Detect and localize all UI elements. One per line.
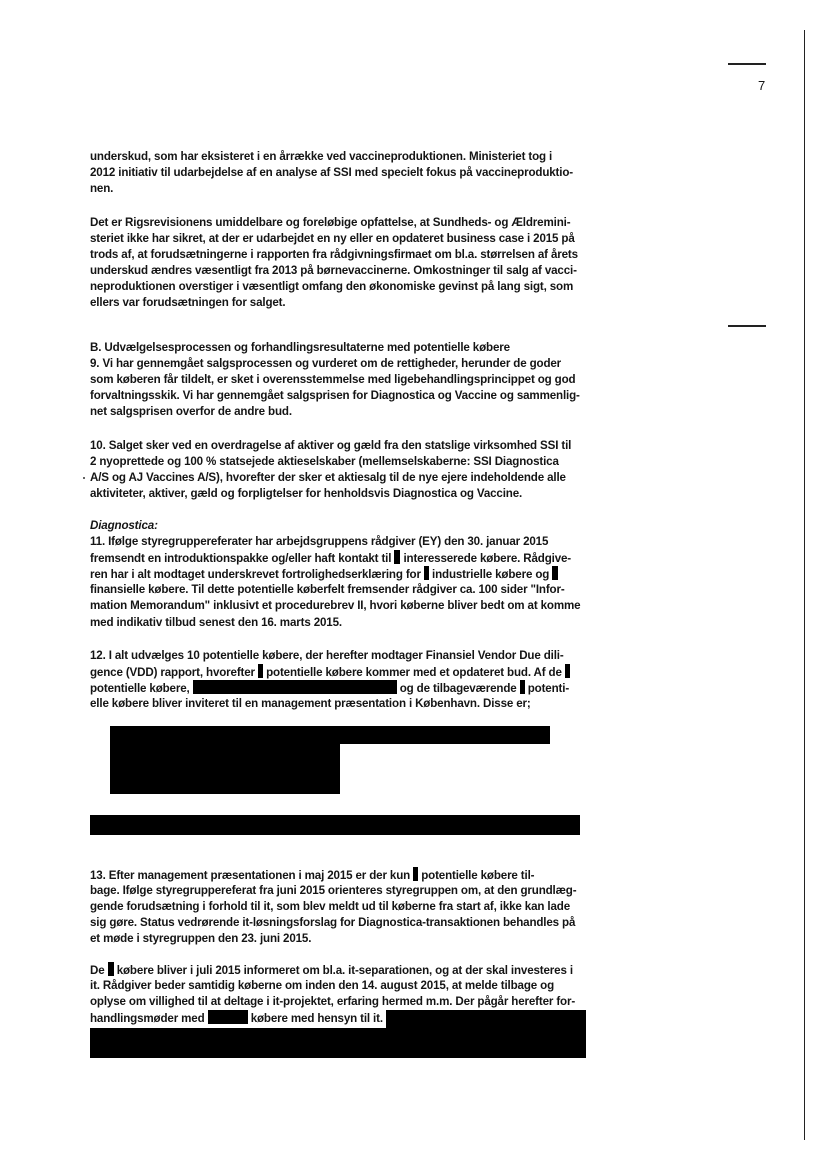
redaction-bar [258, 664, 263, 678]
text-line: ellers var forudsætningen for salget. [90, 296, 286, 310]
text-line: net salgsprisen overfor de andre bud. [90, 405, 292, 419]
text-line: bage. Ifølge styregruppereferat fra juni 2015 orienteres styregruppen om, at den grundlæg- [90, 884, 577, 898]
text-line: finansielle købere. Til dette potentielle køberfelt fremsender rådgiver ca. 100 sider "Infor- [90, 583, 565, 597]
text-line [90, 680, 590, 696]
text-fragment: fremsendt en introduktionspakke og/eller haft kontakt til [90, 552, 392, 566]
redaction-block [90, 815, 580, 835]
diagnostica-section [90, 518, 590, 631]
text-line: underskud ændres væsentligt fra 2013 på børnevaccinerne. Omkostninger til salg af vacci- [90, 264, 577, 278]
diagnostica-heading: Diagnostica: [90, 519, 158, 532]
text-line: trods af, at forudsætningerne i rapporten fra rådgivningsfirmaet om bl.a. størrelsen af årets [90, 248, 578, 262]
text-line: 10. Salget sker ved en overdragelse af aktiver og gæld fra den statslige virksomhed SSI til [90, 439, 572, 452]
text-line: elle købere bliver inviteret til en management præsentation i København. Disse er; [90, 697, 531, 711]
redaction-bar [565, 664, 570, 678]
text-fragment: potentielle købere kommer med et opdateret bud. Af de [266, 666, 562, 680]
text-line: A/S og AJ Vaccines A/S), hvorefter der sker et aktiesalg til de nye ejere indeholdende alle [90, 471, 566, 485]
section-b [90, 340, 590, 420]
text-fragment: og de tilbageværende [399, 682, 517, 696]
text-fragment: potentielle købere, [90, 682, 190, 696]
text-fragment: 13. Efter management præsentationen i maj 2015 er der kun [90, 869, 411, 882]
text-fragment: ren har i alt modtaget underskrevet fortrolighedserklæring for [90, 568, 421, 582]
text-line [90, 962, 590, 978]
paragraph-12 [90, 648, 590, 712]
margin-rule-top [728, 63, 766, 65]
text-fragment: købere med hensyn til it. [250, 1012, 383, 1026]
text-line: 11. Ifølge styregruppereferater har arbejdsgruppens rådgiver (EY) den 30. januar 2015 [90, 535, 549, 549]
text-line: aktiviteter, aktiver, gæld og forpligtelser for henholdsvis Diagnostica og Vaccine. [90, 487, 523, 501]
text-line: Det er Rigsrevisionens umiddelbare og foreløbige opfattelse, at Sundheds- og Ældremini- [90, 216, 571, 229]
text-fragment: købere bliver i juli 2015 informeret om bl.a. it-separationen, og at der skal investeres i [116, 964, 573, 977]
paragraph-10 [90, 438, 590, 502]
text-line: neproduktionen overstiger i væsentligt omfang den økonomiske gevinst på lang sigt, som [90, 280, 574, 294]
text-fragment: gence (VDD) rapport, hvorefter [90, 666, 255, 680]
text-line: mation Memorandum" inklusivt et procedurebrev II, hvori køberne bliver bedt om at komme [90, 599, 581, 613]
text-line [90, 550, 590, 566]
redaction-bar [552, 566, 558, 580]
page-number: 7 [758, 78, 766, 93]
redaction-bar [208, 1010, 248, 1024]
redaction-bar [108, 962, 114, 976]
redaction-block [110, 726, 550, 744]
margin-rule-vertical [804, 30, 805, 1140]
text-line: gende forudsætning i forhold til it, som blev meldt ud til køberne fra start af, ikke kan lade [90, 900, 570, 914]
redaction-bar [424, 566, 429, 580]
text-fragment: De [90, 964, 105, 977]
text-line: med indikativ tilbud senest den 16. marts 2015. [90, 615, 342, 629]
text-line: forvaltningsskik. Vi har gennemgået salgsprisen for Diagnostica og Vaccine og sammenlig- [90, 389, 580, 403]
redaction-bar [193, 680, 397, 694]
text-line: 12. I alt udvælges 10 potentielle købere, der herefter modtager Finansiel Vendor Due dili- [90, 649, 564, 662]
text-line: sig gøre. Status vedrørende it-løsningsforslag for Diagnostica-transaktionen behandles på [90, 916, 576, 930]
text-line [90, 664, 590, 680]
text-line [90, 867, 590, 883]
text-line: oplyse om villighed til at deltage i it-projektet, erfaring hermed m.m. Der pågår herefter for- [90, 995, 576, 1009]
redaction-bar [413, 867, 418, 881]
text-line: 2012 initiativ til udarbejdelse af en analyse af SSI med specielt fokus på vaccineproduktio- [90, 166, 573, 180]
text-line: nen. [90, 182, 114, 196]
redaction-bar [394, 550, 400, 564]
text-line: 9. Vi har gennemgået salgsprocessen og vurderet om de rettigheder, herunder de goder [90, 357, 562, 371]
scan-speck [83, 477, 85, 479]
text-line: steriet ikke har sikret, at der er udarbejdet en ny eller en opdateret business case i 2015 på [90, 232, 575, 246]
margin-rule-mid [728, 325, 766, 327]
text-line: 2 nyoprettede og 100 % statsejede aktieselskaber (mellemselskaberne: SSI Diagnostica [90, 455, 559, 469]
text-fragment: handlingsmøder med [90, 1012, 205, 1026]
paragraph-rigsrevisionen [90, 215, 590, 312]
redaction-block [110, 744, 340, 794]
section-b-heading: B. Udvælgelsesprocessen og forhandlingsresultaterne med potentielle købere [90, 341, 510, 354]
text-fragment: potenti- [527, 682, 570, 696]
text-line: et møde i styregruppen den 23. juni 2015. [90, 932, 312, 946]
paragraph-13 [90, 867, 590, 947]
paragraph-intro [90, 149, 590, 197]
redaction-block [90, 1028, 586, 1058]
text-fragment: potentielle købere til- [421, 869, 535, 882]
text-fragment: industrielle købere og [432, 568, 550, 582]
redaction-block [386, 1010, 586, 1028]
text-line: underskud, som har eksisteret i en årrække ved vaccineproduktionen. Ministeriet tog i [90, 150, 553, 163]
text-fragment: interesserede købere. Rådgive- [403, 552, 572, 566]
text-line [90, 566, 590, 582]
redaction-bar [520, 680, 525, 694]
text-line: it. Rådgiver beder samtidig køberne om inden den 14. august 2015, at melde tilbage og [90, 979, 554, 993]
text-line: som køberen får tildelt, er sket i overensstemmelse med ligebehandlingsprincippet og god [90, 373, 576, 387]
